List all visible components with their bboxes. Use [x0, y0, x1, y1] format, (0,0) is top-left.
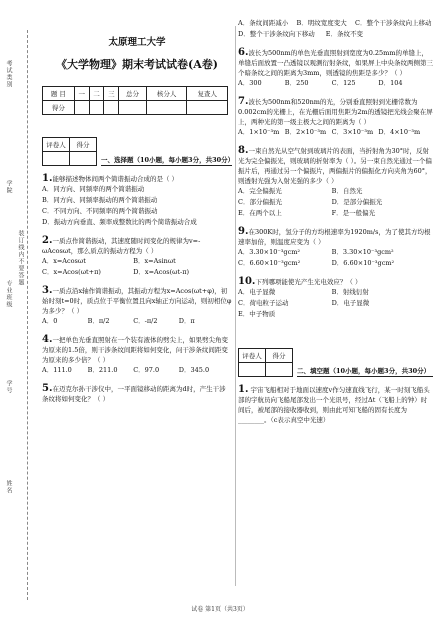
- binding-margin: [0, 0, 40, 620]
- option: A．1×10⁻³m: [238, 128, 280, 136]
- score-cell: [266, 363, 293, 377]
- question-options: [238, 78, 433, 89]
- question-number: 4.: [42, 334, 53, 345]
- option: A．条纹间距减小: [238, 19, 289, 27]
- option: B．2×10⁻³m: [284, 128, 327, 136]
- left-question: [42, 236, 232, 278]
- option: A．111.0: [42, 366, 72, 374]
- option: A．3.30×10⁻³gcm²: [238, 248, 300, 256]
- option: D．振动方向垂直、频率成整数比的两个简谐振动合成: [42, 218, 197, 226]
- score-cell: 二: [89, 87, 104, 101]
- option: C．-π/2: [133, 317, 158, 325]
- option: C．97.0: [133, 366, 160, 374]
- fill-question-1: [238, 385, 433, 425]
- option: C．125: [331, 79, 356, 87]
- left-questions: [42, 174, 232, 404]
- question-text: 波长为500nm和520nm的光，分别垂直照射到光栅常数为0.002cm的光栅上，在光栅后面用焦距为2m的透镜把光线会聚在屏上，两种光的第一级主极大之间的距离为（ ）: [238, 98, 433, 126]
- score-cell: [146, 101, 187, 115]
- question-number: 2.: [42, 235, 53, 246]
- question-text: 宇宙飞船相对于地面以速度v作匀速直线飞行，某一时刻飞船头部的宇航员向飞船尾部发出一个光讯号，经过Δt（飞船上的钟）时间后，被尾部的接收器收到，则由此可知飞船的固有长度为________。（c表示真空中光速）: [238, 386, 430, 424]
- option: A．0: [42, 317, 58, 325]
- university-name: 太原理工大学: [108, 37, 166, 48]
- margin-label-college: 学院: [5, 180, 12, 194]
- option: E．中子物质: [238, 310, 276, 318]
- question-options: [42, 256, 232, 278]
- option: B．自然光: [331, 187, 363, 195]
- score-label: 得分: [70, 138, 97, 152]
- question-text: 在迈克尔孙干涉仪中，一平面镜移动的距离为d时，产生干涉条纹将如何变化？（ ）: [42, 385, 226, 403]
- option: A．电子显微: [238, 288, 276, 296]
- option: F．是一般偏光: [331, 209, 376, 217]
- score-cell: 一: [74, 87, 89, 101]
- option: B．π/2: [87, 317, 110, 325]
- right-column: [238, 18, 433, 425]
- question-number: 5.: [42, 383, 53, 394]
- question-text: 一束自然光从空气射到玻璃片的表面，当折射角为30°时，反射光为完全偏振光，则玻璃的折射率为（ ）。另一束自然光通过一个偏振片后，再通过另一个偏振片，两偏振片的偏振化方向夹角为60°，则透射光强为入射光强的多少（ ）: [238, 147, 432, 185]
- section-2-title: 二、填空题（10小题，每小题3分，共30分）: [297, 366, 433, 377]
- right-question: [238, 277, 433, 320]
- option: B．3.30×10⁻³gcm²: [331, 248, 394, 256]
- left-question: [42, 335, 232, 376]
- option: C．不同方向、不同频率的两个简谐振动: [42, 207, 158, 215]
- score-cell: 复查人: [187, 87, 228, 101]
- grader-box: [42, 137, 97, 166]
- option: C．整个干涉条纹向上移动: [355, 19, 432, 27]
- option: C．3×10⁻³m: [331, 128, 374, 136]
- question-text: 波长为500nm的单色光垂直照射到宽度为0.25mm的单缝上，单缝后面放置一凸透镜以观测衍射条纹，如果屏上中央条纹两侧第三个暗条纹之间的距离为3mm，则透镜的焦距是多少？（ ）: [238, 49, 433, 77]
- score-cell: 得分: [43, 101, 75, 115]
- grader-cell: [43, 152, 70, 166]
- question-number: 3.: [42, 285, 53, 296]
- score-cell: [119, 101, 147, 115]
- score-label: 得分: [266, 349, 293, 363]
- margin-label-category: 考试类别: [5, 60, 12, 88]
- score-table-score-row: [43, 101, 228, 115]
- option: B．211.0: [87, 366, 118, 374]
- option: D．345.0: [178, 366, 210, 374]
- right-question: [238, 146, 433, 219]
- option: D．4×10⁻³m: [378, 128, 421, 136]
- option: D．是部分偏振光: [331, 198, 383, 206]
- option: E．在两个以上: [238, 209, 282, 217]
- option: B．射线衍射: [331, 288, 369, 296]
- right-question: [238, 227, 433, 269]
- option: B．250: [284, 79, 309, 87]
- score-cell: 总分: [119, 87, 147, 101]
- score-cell: 三: [104, 87, 119, 101]
- grader-cell: [239, 363, 266, 377]
- question-options: [238, 127, 433, 138]
- question-options: [238, 247, 433, 269]
- score-cell: [104, 101, 119, 115]
- question-number: 7.: [238, 96, 249, 107]
- option: A．300: [238, 79, 262, 87]
- section-2-header: [238, 348, 433, 377]
- score-cell: [70, 152, 97, 166]
- column-divider: [235, 26, 236, 586]
- margin-label-class: 专业班级: [5, 280, 12, 308]
- option: C．x=Acos(ωt+π): [42, 268, 101, 276]
- exam-title: 《大学物理》期末考试试卷(A卷): [56, 58, 218, 71]
- question-number: 6.: [238, 47, 249, 58]
- option: B．x=Asinωt: [133, 257, 176, 265]
- left-question: [42, 174, 232, 228]
- left-question: [42, 286, 232, 327]
- grader-box: [238, 348, 293, 377]
- question-options: [238, 287, 433, 320]
- question-number: 1.: [238, 384, 249, 395]
- question-number: 10.: [238, 276, 256, 287]
- margin-label-name: 姓名: [5, 480, 12, 494]
- score-table: [42, 86, 228, 115]
- binding-line: [27, 30, 28, 600]
- question-options: [238, 186, 433, 219]
- section-1-header: [42, 137, 235, 166]
- grader-label: 评卷人: [239, 349, 266, 363]
- option: E．条纹不变: [325, 30, 363, 38]
- question-text: 在300K时，氢分子的方均根速率为1920m/s，为了使其方均根速率加倍，则温度应变为（ ）: [238, 228, 431, 246]
- section-1-title: 一、选择题（10小题，每小题3分，共30分）: [101, 156, 235, 164]
- option: D．π: [178, 317, 195, 325]
- question-text: 能够描述物体间两个简谐振动合成的是（ ）: [52, 175, 179, 183]
- option: C．6.60×10⁻³gcm²: [238, 259, 301, 267]
- question-options: [42, 365, 232, 376]
- option: D．6.60×10⁻³gcm²: [331, 259, 395, 267]
- option: B．同方向、同频率振动的两个简谐振动: [42, 196, 158, 204]
- question-text: 一质点沿x轴作简谐振动，其振动方程为x=Acos(ωt+φ)，初始时刻t=0时，质点位于平衡位置且向x轴正方向运动，则初相位φ为多少？（ ）: [42, 287, 232, 315]
- question-number: 1.: [42, 173, 53, 184]
- option: A．完全偏振光: [238, 187, 282, 195]
- right-question: [238, 97, 433, 138]
- option: B．明纹宽度变大: [296, 19, 347, 27]
- option: A．x=Acosωt: [42, 257, 86, 265]
- margin-label-student-id: 学号: [5, 380, 12, 394]
- option: C．部分偏振光: [238, 198, 282, 206]
- left-column: [42, 18, 235, 404]
- score-table-header-row: [43, 87, 228, 101]
- option: D．整个干涉条纹向下移动: [238, 30, 315, 38]
- question-number: 9.: [238, 226, 249, 237]
- binding-note: 装订线内不要答题: [17, 230, 24, 286]
- score-cell: [187, 101, 228, 115]
- question-number: 8.: [238, 145, 249, 156]
- q5-options: [238, 18, 433, 40]
- option: D．104: [378, 79, 403, 87]
- question-text: 一质点作简谐振动，其速度随时间变化的规律为v=-ωAcosωt，那么质点的振动方程为（ ）: [42, 237, 201, 255]
- question-text: 一把单色光垂直照射在一个装有液体的劈尖上，如果劈尖角变为原来的1.5倍，则干涉条纹间距将如何变化，问干涉条纹间距变为原来的多少倍？（ ）: [42, 336, 228, 364]
- score-cell: 核分人: [146, 87, 187, 101]
- option: D．电子显微: [331, 299, 370, 307]
- right-question: [238, 48, 433, 89]
- right-questions: [238, 48, 433, 320]
- score-cell: 题 目: [43, 87, 75, 101]
- page-footer: 试卷 第1页（共3页）: [191, 606, 249, 613]
- option: C．荷电粒子运动: [238, 299, 289, 307]
- question-options: [42, 316, 232, 327]
- question-options: [42, 184, 232, 228]
- question-text: 下列哪项能使光产生光电效应？（ ）: [255, 278, 362, 286]
- score-cell: [74, 101, 89, 115]
- grader-label: 评卷人: [43, 138, 70, 152]
- option: D．x=Acos(ωt-π): [133, 268, 190, 276]
- score-cell: [89, 101, 104, 115]
- option: A．同方向、同频率的两个简谐振动: [42, 185, 145, 193]
- left-question: [42, 384, 232, 404]
